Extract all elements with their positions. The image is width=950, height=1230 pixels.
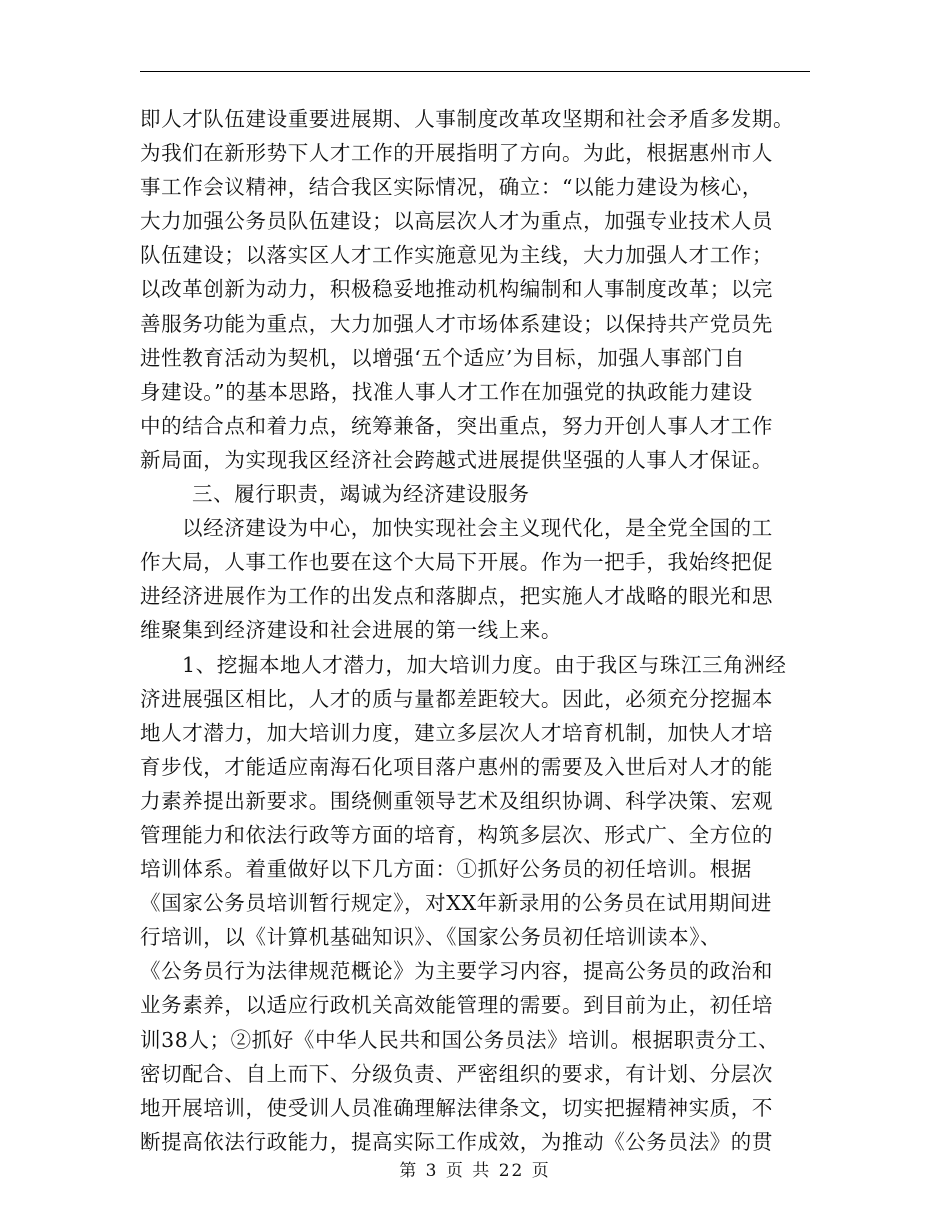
text-line: 事工作会议精神，结合我区实际情况，确立：“以能力建设为核心， [140, 175, 763, 200]
text-line: 新局面，为实现我区经济社会跨越式进展提供坚强的人事人才保证。 [140, 447, 773, 472]
text-line: 维聚集到经济建设和社会进展的第一线上来。 [140, 618, 562, 643]
text-line: 为我们在新形势下人才工作的开展指明了方向。为此，根据惠州市人 [140, 141, 773, 166]
text-line: 《公务员行为法律规范概论》为主要学习内容，提高公务员的政治和 [140, 959, 773, 984]
text-line: 大力加强公务员队伍建设；以高层次人才为重点，加强专业技术人员 [140, 209, 773, 234]
text-line: 作大局，人事工作也要在这个大局下开展。作为一把手，我始终把促 [140, 550, 773, 575]
text-line: 行培训，以《计算机基础知识》、《国家公务员初任培训读本》、 [140, 925, 722, 950]
text-line: 管理能力和依法行政等方面的培育，构筑多层次、形式广、全方位的 [140, 822, 773, 847]
text-line: 力素养提出新要求。围绕侧重领导艺术及组织协调、科学决策、宏观 [140, 788, 773, 813]
text-line: 地人才潜力，加大培训力度，建立多层次人才培育机制，加快人才培 [140, 720, 773, 745]
text-line: 密切配合、自上而下、分级负责、严密组织的要求，有计划、分层次 [140, 1061, 773, 1086]
page-number-footer: 第 3 页 共 22 页 [399, 1161, 551, 1181]
paragraph-first-line: 以经济建设为中心，加快实现社会主义现代化，是全党全国的工 [182, 516, 773, 541]
header-rule [140, 71, 810, 72]
text-line: 业务素养，以适应行政机关高效能管理的需要。到目前为止，初任培 [140, 993, 773, 1018]
section-heading: 三、履行职责，竭诚为经济建设服务 [192, 482, 530, 507]
text-line: 地开展培训，使受训人员准确理解法律条文，切实把握精神实质，不 [140, 1095, 773, 1120]
text-line: 断提高依法行政能力，提高实际工作成效，为推动《公务员法》的贯 [140, 1129, 773, 1154]
text-line: 育步伐，才能适应南海石化项目落户惠州的需要及入世后对人才的能 [140, 754, 773, 779]
text-line: 即人才队伍建设重要进展期、人事制度改革攻坚期和社会矛盾多发期。 [140, 107, 795, 131]
text-line: 《国家公务员培训暂行规定》，对XX年新录用的公务员在试用期间进 [140, 891, 773, 916]
text-line: 队伍建设；以落实区人才工作实施意见为主线，大力加强人才工作； [140, 243, 773, 268]
text-line: 中的结合点和着力点，统筹兼备，突出重点，努力开创人事人才工作 [140, 413, 773, 438]
text-line: 以改革创新为动力，积极稳妥地推动机构编制和人事制度改革；以完 [140, 277, 773, 302]
text-line: 进经济进展作为工作的出发点和落脚点，把实施人才战略的眼光和思 [140, 584, 773, 609]
text-line: 济进展强区相比，人才的质与量都差距较大。因此，必须充分挖掘本 [140, 686, 773, 711]
text-line: 善服务功能为重点，大力加强人才市场体系建设；以保持共产党员先 [140, 311, 773, 336]
text-line: 进性教育活动为契机，以增强‘五个适应’为目标，加强人事部门自 [140, 345, 746, 370]
paragraph-first-line: 1、挖掘本地人才潜力，加大培训力度。由于我区与珠江三角洲经 [182, 652, 787, 677]
text-line: 身建设。”的基本思路，找准人事人才工作在加强党的执政能力建设 [140, 379, 753, 404]
text-line: 训38人；②抓好《中华人民共和国公务员法》培训。根据职责分工、 [140, 1027, 780, 1052]
text-line: 培训体系。着重做好以下几方面：①抓好公务员的初任培训。根据 [140, 857, 752, 882]
document-body [140, 102, 812, 1159]
